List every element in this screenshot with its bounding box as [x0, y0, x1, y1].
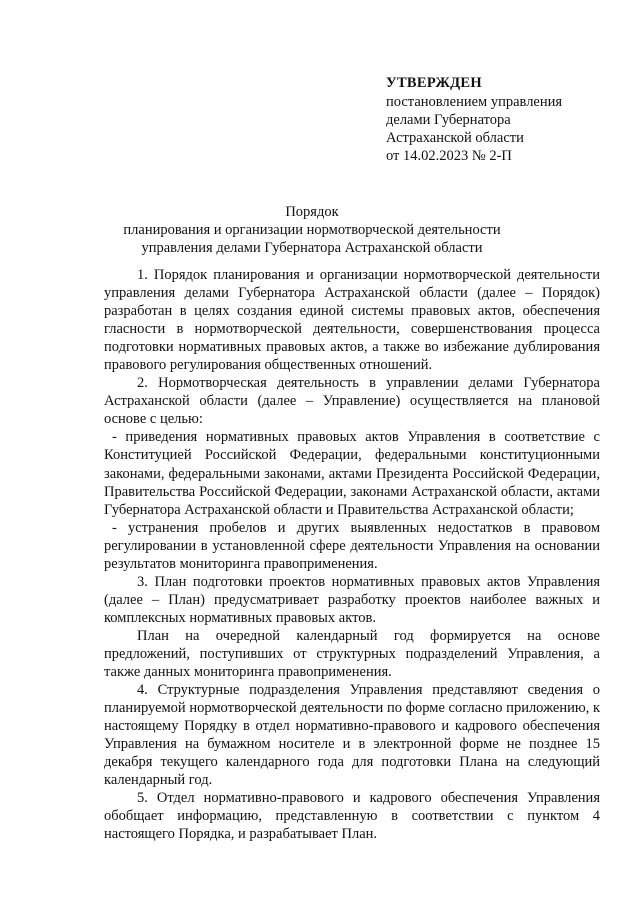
list-item-gaps: - устранения пробелов и других выявленных недостатков в правовом регулировании в установленной сфере деятельности Управления на основании результатов мониторинга правоприменения.	[104, 519, 600, 572]
title-line: Порядок	[285, 204, 339, 220]
document-body	[104, 266, 600, 844]
approval-line: Астраханской области	[386, 130, 524, 146]
paragraph-4: 4. Структурные подразделения Управления представляют сведения о планируемой нормотворческой деятельности по форме согласно приложению, к настоящему Порядку в отдел нормативно-правового и кадрового обеспечения Управления на бумажном носителе и в электронной форме не позднее 15 декабря текущего календарного года для подготовки Плана на следующий календарный год.	[104, 682, 600, 789]
approval-stamp	[386, 74, 616, 165]
paragraph-5: 5. Отдел нормативно-правового и кадрового обеспечения Управления обобщает информацию, представленную в соответствии с пунктом 4 настоящего Порядка, и разрабатывает План.	[104, 790, 600, 843]
paragraph-2: 2. Нормотворческая деятельность в управлении делами Губернатора Астраханской области (далее – Управление) осуществляется на плановой основе с целью:	[104, 375, 600, 428]
approval-date-number: от 14.02.2023 № 2-П	[386, 148, 512, 164]
paragraph-3: 3. План подготовки проектов нормативных правовых актов Управления (далее – План) предусматривает разработку проектов наиболее важных и комплексных нормативных правовых актов.	[104, 573, 600, 626]
approval-heading: УТВЕРЖДЕН	[386, 75, 482, 91]
approval-line: делами Губернатора	[386, 112, 511, 128]
title-line: планирования и организации нормотворческой деятельности	[123, 222, 501, 238]
paragraph-1: 1. Порядок планирования и организации нормотворческой деятельности управления делами Губернатора Астраханской области (далее – Порядок) разработан в целях создания единой системы правовых актов, обеспечения гласности в нормотворческой деятельности, совершенствования процесса подготовки нормативных правовых актов, а также во избежание дублирования правового регулирования общественных отношений.	[104, 267, 600, 374]
approval-line: постановлением управления	[386, 94, 563, 110]
document-title	[100, 203, 524, 257]
paragraph-3-plan: План на очередной календарный год формируется на основе предложений, поступивших от структурных подразделений Управления, а также данных мониторинга правоприменения.	[104, 627, 600, 681]
list-item-conformity: - приведения нормативных правовых актов Управления в соответствие с Конституцией Российской Федерации, федеральными конституционными законами, федеральными законами, актами Президента Российской Федерации, Правительства Российской Федерации, законами Астраханской области, актами Губернатора Астраханской области и Правительства Астраханской области;	[104, 429, 600, 518]
title-line: управления делами Губернатора Астраханской области	[141, 240, 483, 256]
